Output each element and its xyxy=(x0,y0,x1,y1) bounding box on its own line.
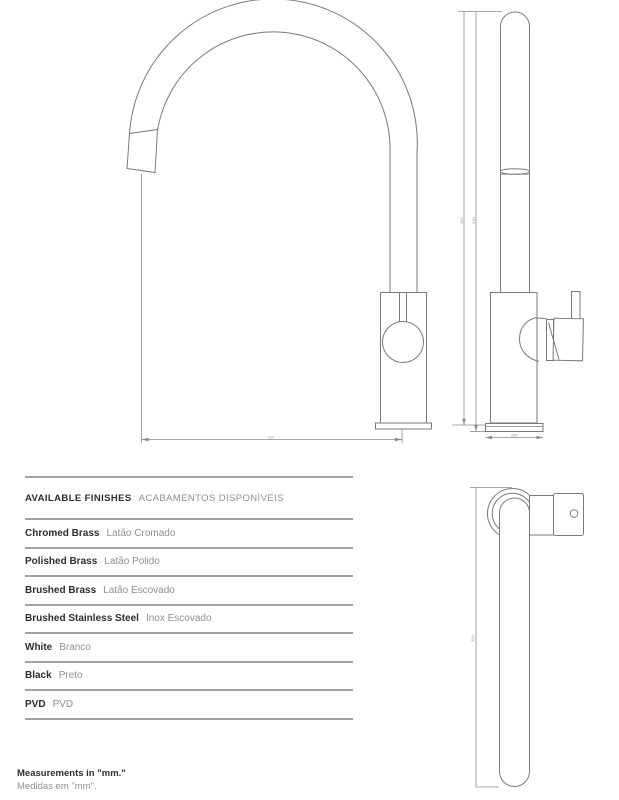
finish-name-en: Brushed Stainless Steel xyxy=(25,613,139,625)
available-finishes-table xyxy=(25,476,353,720)
base-dim-arrow-right xyxy=(537,436,544,439)
finish-row-chromed-brass xyxy=(25,518,353,547)
finish-row-brushed-stainless-steel xyxy=(25,604,353,633)
front-dim-arrow-left xyxy=(142,438,149,442)
front-reach-dimension-label: 220 xyxy=(267,434,275,440)
finish-name-pt: Latão Escovado xyxy=(103,584,175,596)
handle-body-top xyxy=(554,494,584,536)
finish-row-pvd xyxy=(25,689,353,718)
handle-band xyxy=(547,320,554,361)
finish-name-en: Black xyxy=(25,670,52,682)
faucet-front-view-drawing xyxy=(127,0,432,443)
finish-name-pt: Inox Escovado xyxy=(145,613,212,625)
spout-stadium-top xyxy=(500,498,530,787)
side-height-dimension-inner: 310 xyxy=(470,217,476,224)
finish-row-black xyxy=(25,661,353,690)
measurements-note xyxy=(17,768,126,793)
base-dim-arrow-left xyxy=(486,436,493,439)
spout-joint-ellipse xyxy=(501,169,530,175)
handle-lever-stick xyxy=(572,292,581,320)
finish-name-pt: Latão Polido xyxy=(104,556,160,568)
spout-outer-curve xyxy=(130,0,418,293)
finish-name-pt: Latão Cromado xyxy=(106,527,176,539)
finish-name-en: Chromed Brass xyxy=(25,527,100,539)
finish-name-en: PVD xyxy=(25,698,46,710)
measurements-note-pt: Medidas em "mm". xyxy=(17,780,97,792)
base-flange-front xyxy=(376,423,432,429)
base-diameter-dimension: Ø50 xyxy=(511,433,518,438)
measurements-note-en: Measurements in "mm." xyxy=(17,768,126,779)
finish-row-brushed-brass xyxy=(25,575,353,604)
base-flange-side xyxy=(486,424,544,432)
faucet-side-view-drawing xyxy=(452,12,583,440)
finish-name-en: Brushed Brass xyxy=(25,584,97,596)
spout-nozzle xyxy=(127,130,158,173)
spout-column-side xyxy=(501,12,530,293)
side-height-dimension-outer: 360 xyxy=(458,217,464,224)
handle-connector-top xyxy=(530,496,554,536)
finish-row-white xyxy=(25,632,353,661)
handle-cartridge-top xyxy=(536,318,547,319)
faucet-top-view-drawing xyxy=(470,488,584,788)
front-dim-arrow-right xyxy=(395,438,402,442)
finishes-table-header xyxy=(25,476,353,518)
finish-name-pt: Preto xyxy=(58,670,83,682)
finish-name-en: Polished Brass xyxy=(25,556,98,568)
finishes-header-pt: ACABAMENTOS DISPONÍVEIS xyxy=(138,492,284,504)
spout-inner-curve xyxy=(158,32,391,293)
side-dim-arrow-outer xyxy=(462,419,466,425)
finishes-header-en: AVAILABLE FINISHES xyxy=(25,492,132,504)
side-dim-arrow-inner xyxy=(474,425,478,431)
valve-knob-front xyxy=(383,322,424,363)
finish-name-pt: PVD xyxy=(52,698,74,710)
top-length-dimension: 300 xyxy=(469,635,475,642)
finish-name-en: White xyxy=(25,641,53,653)
finish-row-polished-brass xyxy=(25,547,353,576)
finish-name-pt: Branco xyxy=(59,641,91,653)
